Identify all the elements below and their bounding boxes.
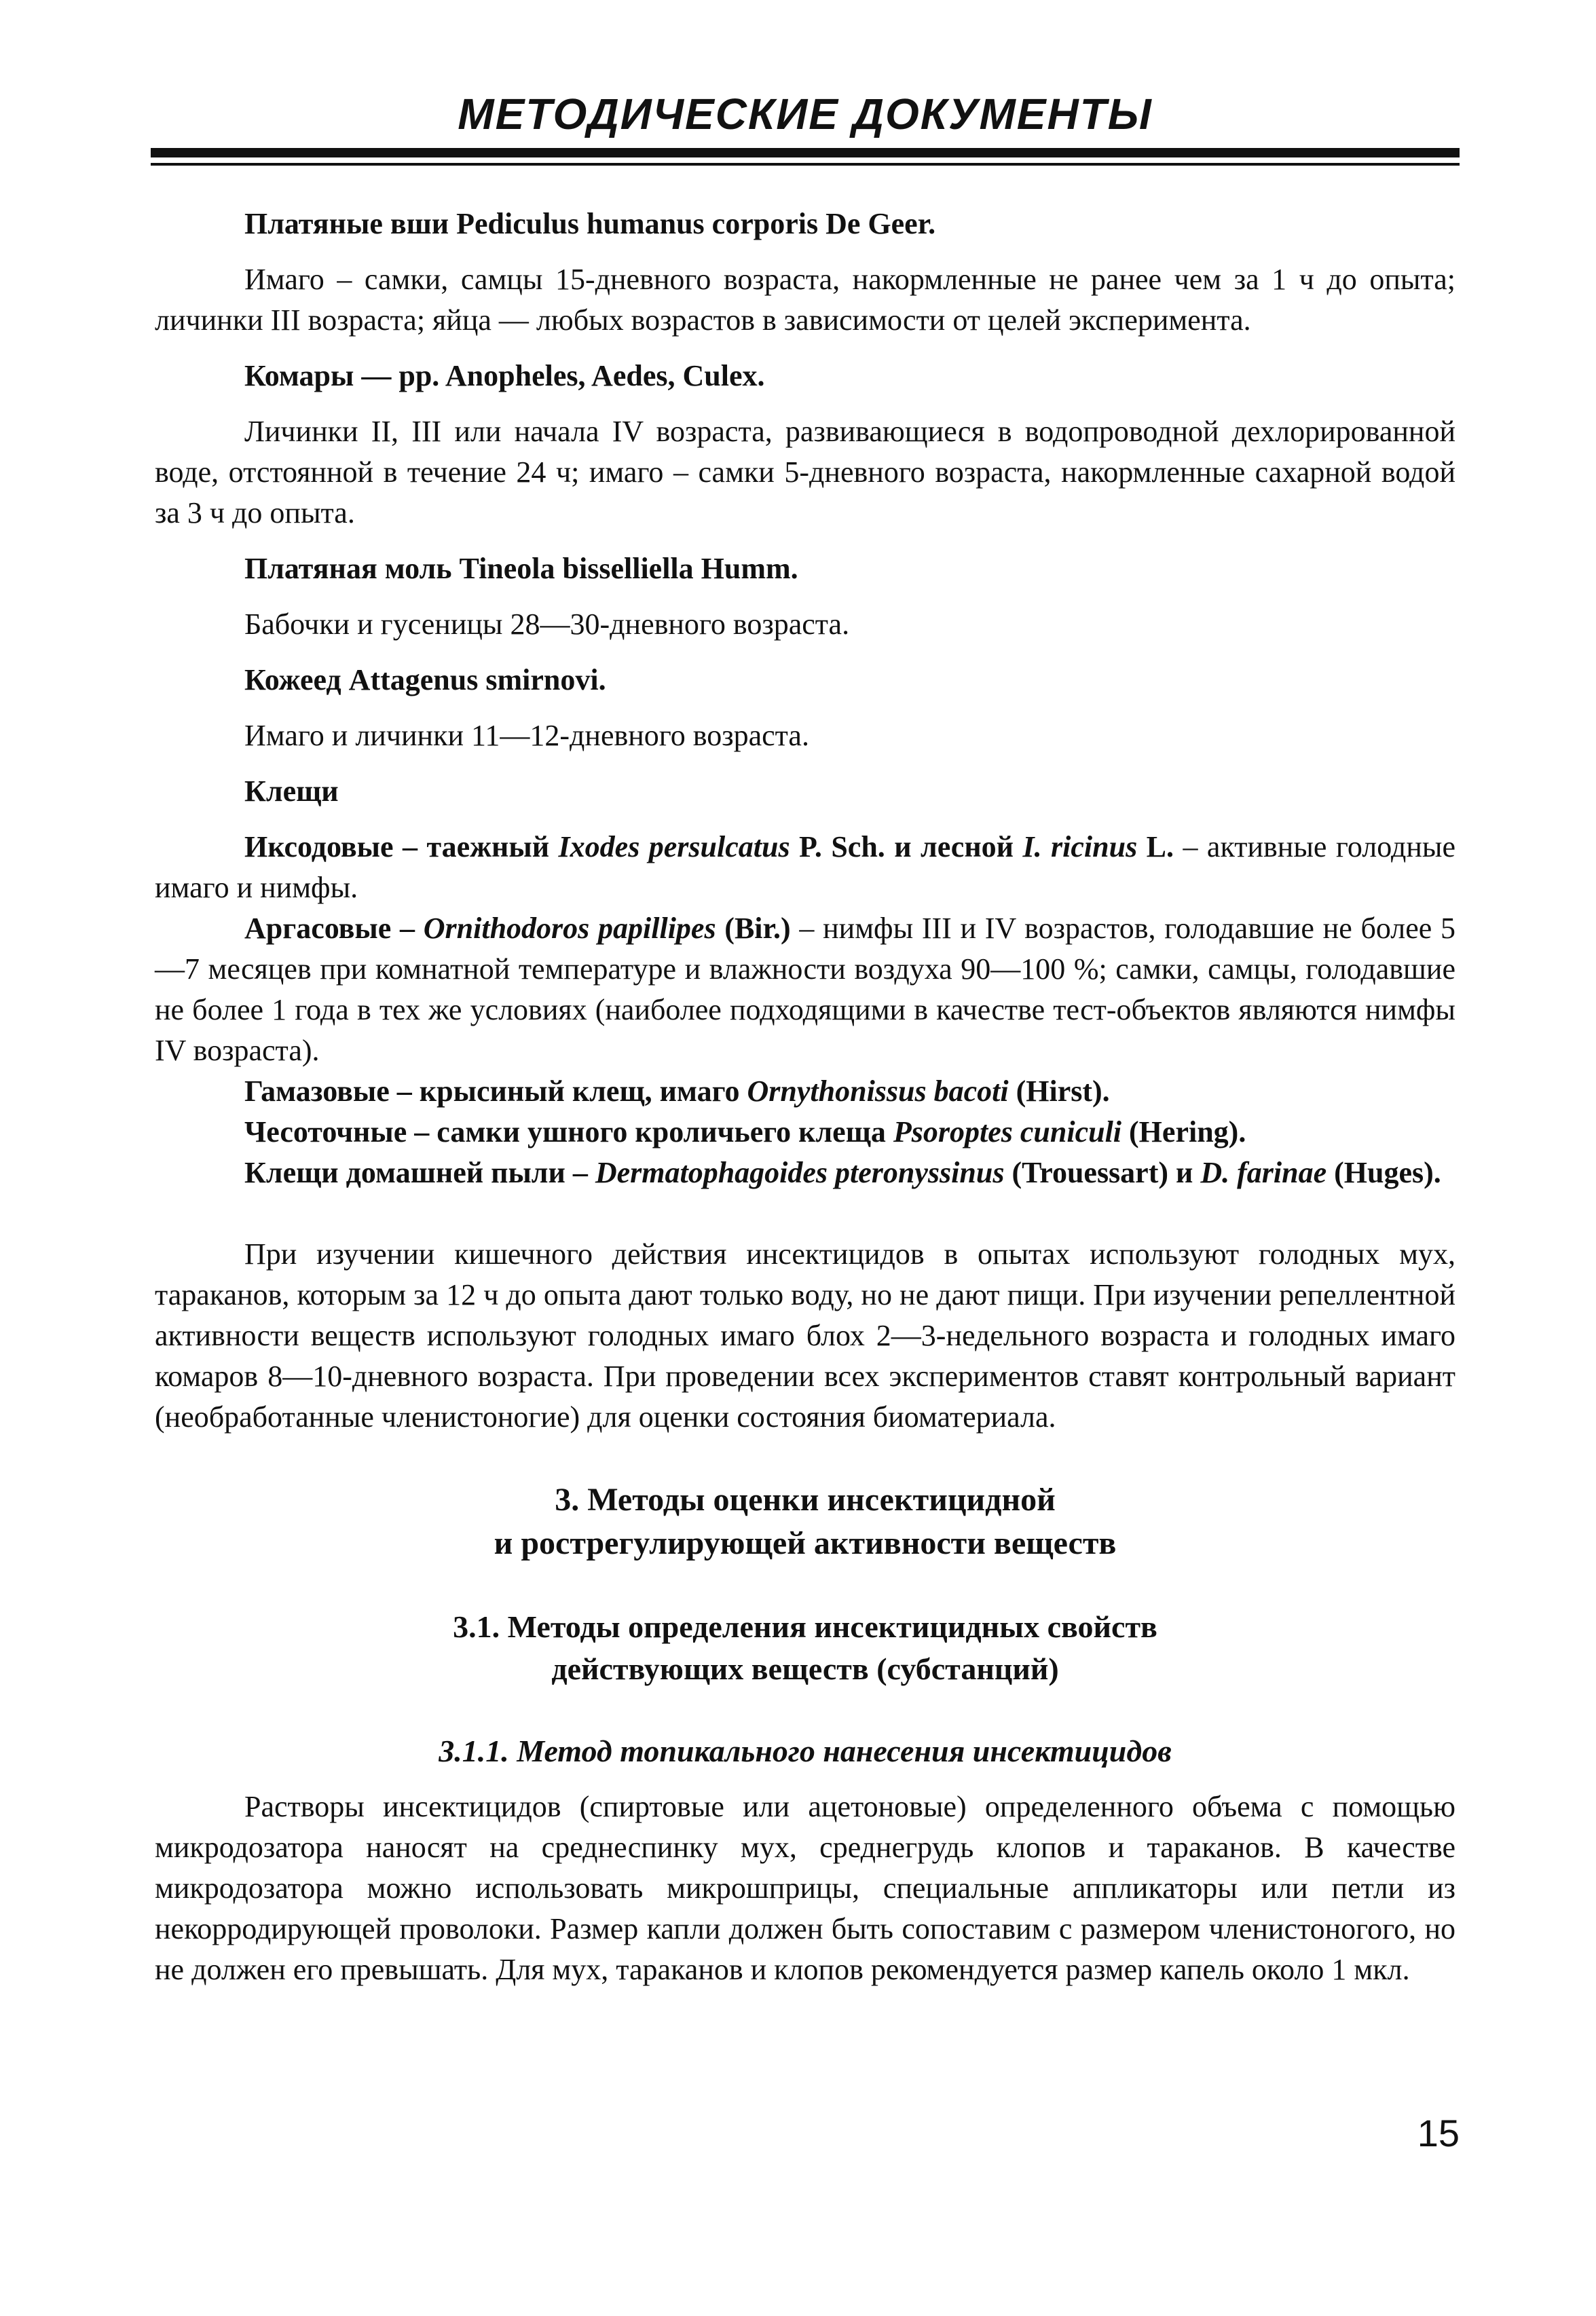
section-3-1-title-line-1: 3.1. Методы определения инсектицидных свойств — [453, 1609, 1157, 1644]
ixodid-author-2: L. — [1137, 830, 1174, 863]
mange-paragraph — [155, 1112, 1455, 1153]
gamasid-author: (Hirst). — [1008, 1075, 1110, 1108]
ixodid-paragraph — [155, 827, 1455, 908]
moth-paragraph: Бабочки и гусеницы 28—30-дневного возраста. — [244, 608, 850, 641]
dust-mite-author-1: (Trouessart) и — [1004, 1156, 1201, 1189]
mange-species: Psoroptes cuniculi — [893, 1115, 1122, 1148]
ixodid-author-1: P. Sch. и лесной — [790, 830, 1023, 863]
ixodid-species-2: I. ricinus — [1022, 830, 1138, 863]
ticks-heading: Клещи — [244, 774, 339, 808]
argasid-author: (Bir.) — [716, 912, 791, 945]
dust-mite-author-2: (Huges). — [1326, 1156, 1441, 1189]
lice-paragraph: Имаго – самки, самцы 15-дневного возраста, накормленные не ранее чем за 1 ч до опыта; личинки III возраста; яйца — любых возрастов в зависимости от целей эксперимента. — [155, 263, 1455, 337]
intestinal-action-paragraph: При изучении кишечного действия инсектицидов в опытах используют голодных мух, тараканов, которым за 12 ч до опыта дают только воду, но не дают пищи. При изучении репеллентной активности веществ используют голодных имаго блох 2—3-недельного возраста и голодных имаго комаров 8—10-дневного возраста. При проведении всех экспериментов ставят контрольный вариант (необработанные членистоногие) для оценки состояния биоматериала. — [155, 1237, 1455, 1434]
beetle-paragraph: Имаго и личинки 11—12-дневного возраста. — [244, 719, 809, 752]
argasid-lead: Аргасовые – — [244, 912, 424, 945]
dust-mite-species-1: Dermatophagoides pteronyssinus — [595, 1156, 1005, 1189]
beetle-heading: Кожеед Attagenus smirnovi. — [244, 663, 606, 696]
header-rule-thin — [151, 163, 1460, 166]
dust-mite-lead: Клещи домашней пыли – — [244, 1156, 595, 1189]
header-title: МЕТОДИЧЕСКИЕ ДОКУМЕНТЫ — [458, 90, 1153, 138]
lice-heading: Платяные вши Pediculus humanus corporis De Geer. — [244, 207, 936, 240]
page-number: 15 — [1417, 2112, 1460, 2154]
ixodid-species-1: Ixodes persulcatus — [558, 830, 790, 863]
section-3-1-title-line-2: действующих веществ (субстанций) — [551, 1651, 1059, 1686]
header-rule-thick — [151, 148, 1460, 157]
argasid-paragraph — [155, 908, 1455, 1071]
ixodid-text: – активные голодные имаго и нимфы. — [155, 830, 1455, 904]
moth-heading: Платяная моль Tineola bisselliella Humm. — [244, 552, 798, 585]
dust-mite-species-2: D. farinae — [1200, 1156, 1327, 1189]
section-3-title-line-2: и рострегулирующей активности веществ — [494, 1525, 1117, 1561]
gamasid-paragraph — [155, 1071, 1455, 1112]
argasid-species: Ornithodoros papillipes — [423, 912, 716, 945]
body-text — [155, 204, 1455, 1990]
mange-lead: Чесоточные – самки ушного кроличьего клеща — [244, 1115, 893, 1148]
section-3-title-line-1: 3. Методы оценки инсектицидной — [555, 1482, 1056, 1518]
mosquito-paragraph: Личинки II, III или начала IV возраста, развивающиеся в водопроводной дехлорированной воде, отстоянной в течение 24 ч; имаго – самки 5-дневного возраста, накормленные сахарной водой за 3 ч до опыта. — [155, 415, 1455, 529]
gamasid-lead: Гамазовые – крысиный клещ, имаго — [244, 1075, 747, 1108]
topical-method-paragraph: Растворы инсектицидов (спиртовые или ацетоновые) определенного объема с помощью микродозатора наносят на среднеспинку мух, среднегрудь клопов и тараканов. В качестве микродозатора можно использовать микрошприцы, специальные аппликаторы или петли из некорродирующей проволоки. Размер капли должен быть сопоставим с размером членистоногого, но не должен его превышать. Для мух, тараканов и клопов рекомендуется размер капель около 1 мкл. — [155, 1790, 1455, 1986]
ixodid-lead: Иксодовые – таежный — [244, 830, 559, 863]
mange-author: (Hering). — [1121, 1115, 1246, 1148]
running-header — [151, 87, 1460, 141]
section-3-1-1-title: 3.1.1. Метод топикального нанесения инсектицидов — [439, 1734, 1172, 1768]
dust-mite-paragraph — [155, 1153, 1455, 1193]
mosquito-heading: Комары — pp. Anopheles, Aedes, Culex. — [244, 359, 765, 392]
gamasid-species: Ornythonissus bacoti — [747, 1075, 1009, 1108]
argasid-text: – нимфы III и IV возрастов, голодавшие не более 5—7 месяцев при комнатной температуре и влажности воздуха 90—100 %; самки, самцы, голодавшие не более 1 года в тех же условиях (наиболее подходящими в качестве тест-объектов являются нимфы IV возраста). — [155, 912, 1455, 1067]
